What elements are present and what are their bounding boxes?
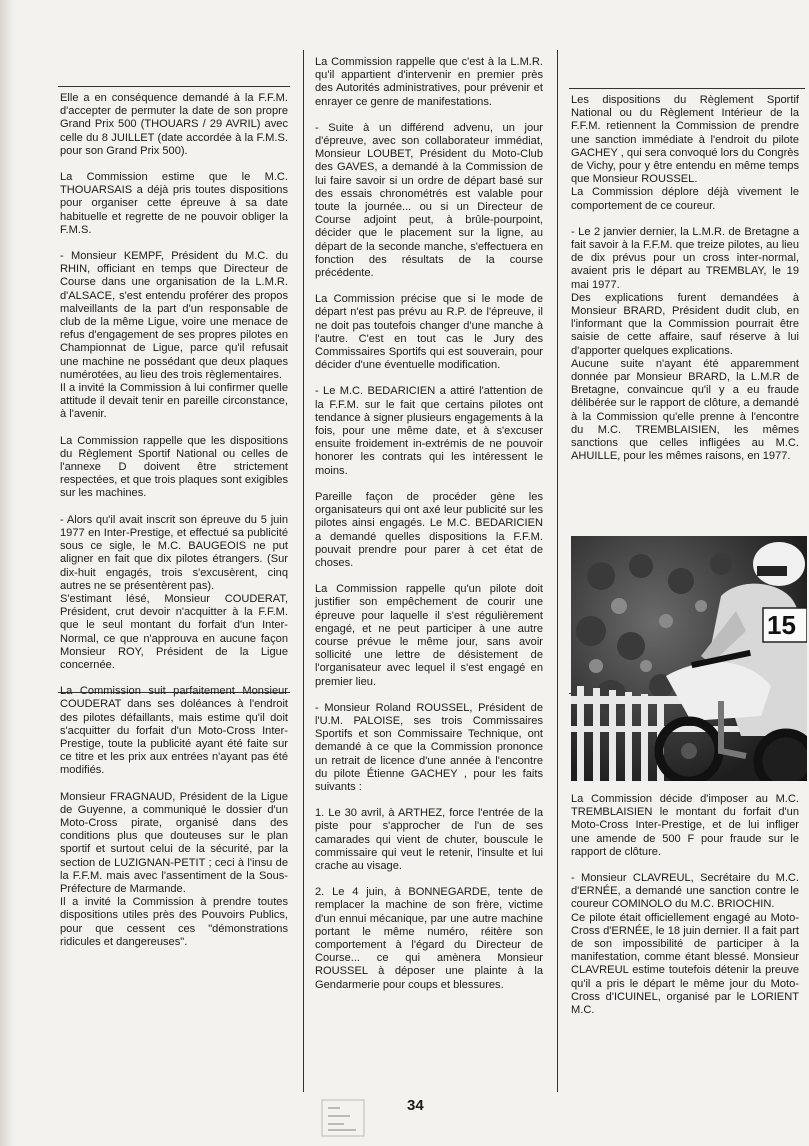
- column-middle: [315, 56, 543, 1005]
- paragraph: - Monsieur KEMPF, Président du M.C. du RHIN, officiant en temps que Directeur de Course dans une organisation de la L.M.R. d'ALSACE, s'est entendu proférer des propos malveillants de la part d'un responsable de club de la même Ligue, voire une menace de refus d'engagement de ses propres pilotes en Championnat de Ligue, parce qu'il refusait une machine ne possédant que deux plaques numérotées, au lieu des trois règlementaires. Il a invité la Commission à lui confirmer quelle attitude il devait tenir en pareille circonstance, à l'avenir.: [60, 250, 288, 421]
- column-right: [571, 94, 799, 476]
- paragraph: - Le 2 janvier dernier, la L.M.R. de Bretagne a fait savoir à la F.F.M. que treize pilotes, au lieu de dix prévus pour un cross inter-normal, avaient pris le départ au TREMBLAY, le 19 mai 1977. Des explications furent demandées à Monsieur BRARD, Président dudit club, en l'informant que la Commission pourrait être saisie de cette affaire, sauf réserve à lui d'apporter quelques explications. Aucune suite n'ayant été apparemment donnée par Monsieur BRARD, la L.M.R de Bretagne, convaincue qu'il y a eu fraude délibérée sur le rapport de clôture, a demandé à la Commission qu'elle prenne à l'encontre du M.C. TREMBLAISIEN, les mêmes sanctions que celles infligées au M.C. AHUILLE, pour les mêmes raisons, en 1977.: [571, 225, 799, 463]
- motocross-photo: [571, 536, 807, 781]
- page-number: 34: [407, 1097, 424, 1114]
- column-separator-1: [303, 50, 304, 1092]
- paragraph: 1. Le 30 avril, à ARTHEZ, force l'entrée de la piste pour s'approcher de l'un de ses camarades qui vient de chuter, bouscule le commissaire qui veut le retenir, l'insulte et lui crache au visage.: [315, 807, 543, 872]
- paragraph: - Suite à un différend advenu, un jour d'épreuve, avec son collaborateur immédiat, Monsieur LOUBET, Président du Moto-Club des GAVES, a demandé à la Commission de lui faire savoir si un ordre de départ basé sur des essais chronométrés est valable pour toute la journée... ou si un Directeur de Course adjoint peut, à brûle-pourpoint, décider que le placement sur la ligne, au départ de la seconde manche, s'effectuera en fonction des résultats de la course précédente.: [315, 121, 543, 280]
- paragraph: 2. Le 4 juin, à BONNEGARDE, tente de remplacer la machine de son frère, victime d'un ennui mécanique, par une autre machine portant le même numéro, réitère son comportement à l'égard du Directeur de Course... ce qui amènera Monsieur ROUSSEL à déposer une plainte à la Gendarmerie pour coups et blessures.: [315, 886, 543, 991]
- paragraph: Les dispositions du Règlement Sportif National ou du Règlement Intérieur de la F.F.M. retiennent la Commission de prendre une sanction immédiate à l'endroit du pilote GACHEY , qui sera convoqué lors du Congrès de Vichy, pour y être entendu en même temps que Monsieur ROUSSEL. La Commission déplore déjà vivement le comportement de ce coureur.: [571, 94, 799, 212]
- paragraph: La Commission suit parfaitement Monsieur COUDERAT dans ses doléances à l'endroit des pilotes défaillants, mais estime qu'il doit s'acquitter du forfait d'un Moto-Cross Inter-Prestige, toute la publicité ayant été faite sur ce titre et les prix aux entrées n'ayant pas été modifiés.: [60, 685, 288, 777]
- paragraph: La Commission rappelle qu'un pilote doit justifier son empêchement de courir une épreuve pour laquelle il s'est régulièrement engagé, et ne peut participer à une autre course prévue le même jour, sans avoir sollicité une lettre de désistement de l'organisateur avec lequel il s'est engagé en premier lieu.: [315, 583, 543, 688]
- paragraph: - Monsieur Roland ROUSSEL, Président de l'U.M. PALOISE, ses trois Commissaires Sportifs et son Commissaire Technique, ont demandé à ce que la Commission prononce un retrait de licence d'une année à l'encontre du pilote Étienne GACHEY , pour les faits suivants :: [315, 701, 543, 793]
- rule-top-left: [58, 86, 290, 87]
- column-right-lower: [571, 793, 799, 1030]
- library-stamp-icon: [320, 1098, 366, 1138]
- paragraph: La Commission décide d'imposer au M.C. TREMBLAISIEN le montant du forfait d'un Moto-Cross Inter-Prestige, et de lui infliger une amende de 500 F pour fraude sur le rapport de clôture.: [571, 793, 799, 858]
- paragraph: Pareille façon de procéder gène les organisateurs qui ont axé leur publicité sur les pilotes ainsi engagés. Le M.C. BEDARICIEN a demandé quelles dispositions la F.F.M. pouvait prendre pour parer à cet état de choses.: [315, 490, 543, 569]
- paragraph: Monsieur FRAGNAUD, Président de la Ligue de Guyenne, a communiqué le dossier d'un Moto-Cross pirate, organisé dans des conditions plus que douteuses sur le plan sportif et surtout celui de la sécurité, par la section de LUZIGNAN-PETIT ; ceci à l'insu de la F.F.M. mais avec l'assentiment de la Sous-Préfecture de Marmande. Il a invité la Commission à prendre toutes dispositions utiles près des Pouvoirs Publics, pour que cessent ces "démonstrations ridicules et dangereuses".: [60, 790, 288, 948]
- paragraph: La Commission précise que si le mode de départ n'est pas prévu au R.P. de l'épreuve, il ne doit pas toutefois changer d'une manche à l'autre. C'est en tout cas le Jury des Commissaires Sportifs qui est souverain, pour décider d'une éventuelle modification.: [315, 293, 543, 372]
- paragraph: - Monsieur CLAVREUL, Secrétaire du M.C. d'ERNÉE, a demandé une sanction contre le coureur COMINOLO du M.C. BRIOCHIN. Ce pilote était officiellement engagé au Moto-Cross d'ERNÉE, le 18 juin dernier. Il a fait part de son impossibilité de participer à la manifestation, comme étant blessé. Monsieur CLAVREUL estime toutefois détenir la preuve qu'il a pris le départ le même jour du Moto-Cross d'ICUINEL, organisé par le LORIENT M.C.: [571, 872, 799, 1017]
- paragraph: La Commission rappelle que c'est à la L.M.R. qu'il appartient d'intervenir en premier près des Autorités administratives, pour prévenir et enrayer ce genre de manifestations.: [315, 56, 543, 108]
- motocross-photo-illustration: [571, 536, 807, 781]
- paragraph: Elle a en conséquence demandé à la F.F.M. d'accepter de permuter la date de son propre Grand Prix 500 (THOUARS / 29 AVRIL) avec celle du 8 JUILLET (date accordée à la F.M.S. pour son Grand Prix 500).: [60, 92, 288, 157]
- paragraph: La Commission estime que le M.C. THOUARSAIS a déjà pris toutes dispositions pour organiser cette épreuve à sa date habituelle et regrette de ne pouvoir obliger la F.M.S.: [60, 171, 288, 236]
- number-plate-text: 15: [767, 610, 796, 640]
- paragraph: - Le M.C. BEDARICIEN a attiré l'attention de la F.F.M. sur le fait que certains pilotes ont tendance à signer plusieurs engagements à la fois, pour une même date, et à s'excuser ensuite froidement in-extrémis de ne pouvoir honorer les contrats qui les intéressent le moins.: [315, 385, 543, 477]
- column-separator-2: [557, 50, 558, 1092]
- page-binding-shadow: [0, 0, 14, 1146]
- rule-top-right: [569, 88, 805, 89]
- paragraph: La Commission rappelle que les dispositions du Règlement Sportif National ou celles de l'annexe D doivent être strictement respectées, et que trois plaques sont exigibles sur les machines.: [60, 434, 288, 500]
- column-left: [60, 92, 288, 962]
- paragraph: - Alors qu'il avait inscrit son épreuve du 5 juin 1977 en Inter-Prestige, et effectué sa publicité sous ce sigle, le M.C. BAUGEOIS ne put aligner en fait que dix pilotes étrangers. (Sur dix-huit engagés, trois s'excusèrent, cinq autres ne se présentèrent pas). S'estimant lésé, Monsieur COUDERAT, Président, crut devoir n'acquitter à la F.F.M. que le seul montant du forfait d'un Inter-Normal, ce que n'approuva en aucune façon Monsieur ROY, Président de la Ligue concernée.: [60, 513, 288, 671]
